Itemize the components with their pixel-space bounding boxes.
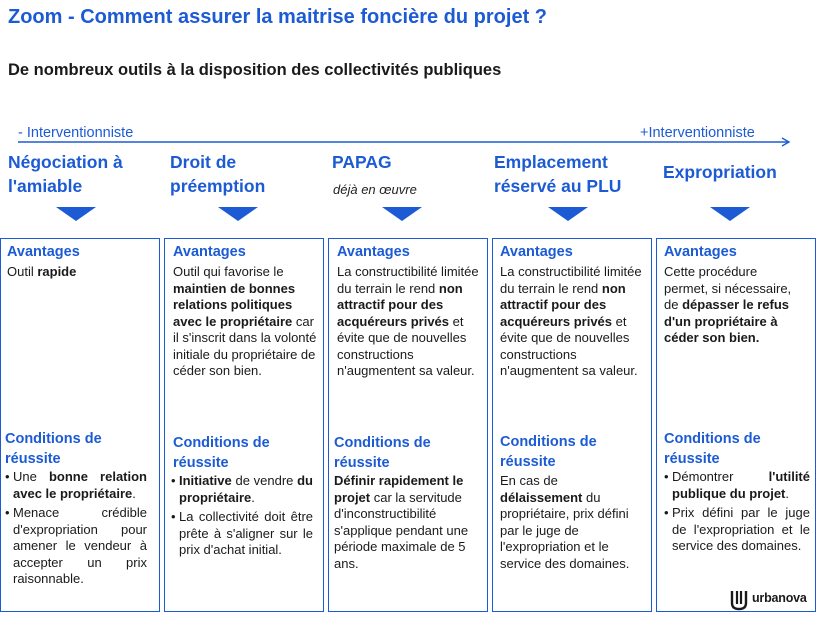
advantages-text: La constructibilité limitée du terrain le rend non attractif pour des acquéreurs privés et évite que de nouvelles constructions n'augmentent sa valeur. xyxy=(500,264,642,378)
tool-card xyxy=(656,238,816,612)
column-title: PAPAG xyxy=(332,152,392,172)
condition-item: • Prix défini par le juge de l'expropriation et le service des domaines. xyxy=(664,505,810,555)
conditions-title: Conditions de réussite xyxy=(500,434,597,470)
advantages-title: Avantages xyxy=(664,244,737,260)
column-subtitle: déjà en œuvre xyxy=(333,182,417,197)
advantages-title: Avantages xyxy=(173,244,246,260)
condition-item: • Une bonne relation avec le propriétaire. xyxy=(5,469,147,502)
condition-item: • La collectivité doit être prête à s'aligner sur le prix d'achat initial. xyxy=(171,509,313,559)
advantages-text: Outil qui favorise le maintien de bonnes relations politiques avec le propriétaire car il s'inscrit dans la volonté initiale du propriétaire de céder son bien. xyxy=(173,264,317,378)
advantages-title: Avantages xyxy=(337,244,410,260)
condition-item: • Initiative de vendre du propriétaire. xyxy=(171,473,313,506)
advantages-text: Cette procédure permet, si nécessaire, de dépasser le refus d'un propriétaire à céder son bien. xyxy=(664,264,792,345)
conditions-title: Conditions de réussite xyxy=(173,435,270,471)
column-title: Négociation à l'amiable xyxy=(8,152,123,196)
conditions-text: Définir rapidement le projet car la servitude d'inconstructibilité s'applique pendant une période maximale de 5 ans. xyxy=(334,473,469,571)
advantages-title: Avantages xyxy=(500,244,573,260)
condition-item: • Démontrer l'utilité publique du projet. xyxy=(664,469,810,502)
tool-card xyxy=(492,238,652,612)
scale-high-label: +Interventionniste xyxy=(640,125,755,141)
conditions-title: Conditions de réussite xyxy=(334,435,431,471)
conditions-title: Conditions de réussite xyxy=(664,431,761,467)
triangle-down-icon xyxy=(218,207,258,221)
triangle-down-icon xyxy=(548,207,588,221)
page-title: Zoom - Comment assurer la maitrise foncière du projet ? xyxy=(8,6,548,28)
interventionism-arrow xyxy=(18,136,792,148)
conditions-title: Conditions de réussite xyxy=(5,431,102,467)
conditions-text: En cas de délaissement du propriétaire, prix défini par le juge de l'expropriation et le service des domaines. xyxy=(500,473,630,571)
column-title: Emplacement réservé au PLU xyxy=(494,152,622,196)
tool-card xyxy=(0,238,160,612)
advantages-title: Avantages xyxy=(7,244,80,260)
tool-card xyxy=(164,238,324,612)
column-title: Droit de préemption xyxy=(170,152,266,196)
conditions-list xyxy=(171,473,313,562)
conditions-list xyxy=(5,469,147,591)
page-subtitle: De nombreux outils à la disposition des collectivités publiques xyxy=(8,61,502,79)
urbanova-logo-text: urbanova xyxy=(752,591,807,605)
advantages-text: La constructibilité limitée du terrain le rend non attractif pour des acquéreurs privés et évite que de nouvelles constructions n'augmentent sa valeur. xyxy=(337,264,479,378)
triangle-down-icon xyxy=(56,207,96,221)
scale-low-label: - Interventionniste xyxy=(18,125,134,141)
advantages-text: Outil rapide xyxy=(7,264,77,279)
conditions-list xyxy=(664,469,810,558)
urbanova-logo-icon xyxy=(730,589,748,611)
condition-item: • Menace crédible d'expropriation pour amener le vendeur à accepter un prix raisonnable. xyxy=(5,505,147,588)
triangle-down-icon xyxy=(710,207,750,221)
column-title: Expropriation xyxy=(663,162,777,182)
tool-card xyxy=(328,238,488,612)
triangle-down-icon xyxy=(382,207,422,221)
